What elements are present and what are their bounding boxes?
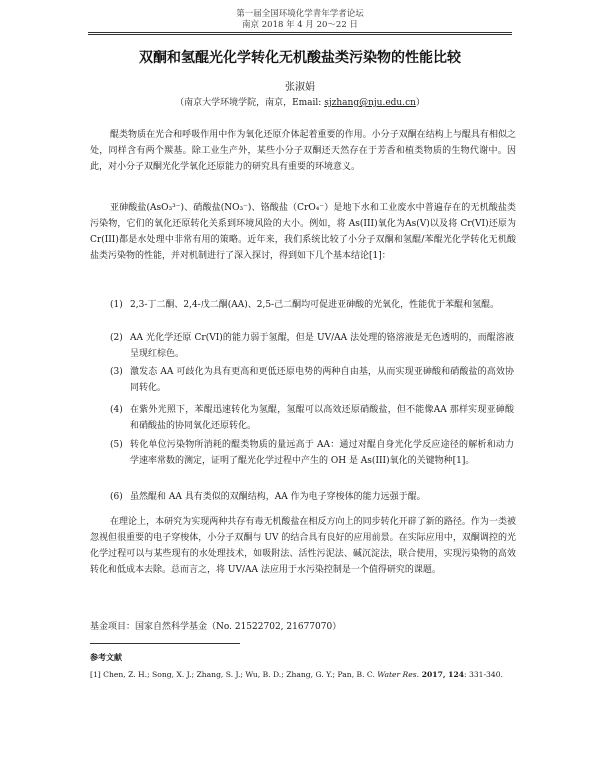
funding-line: 基金项目：国家自然科学基金（No. 21522702, 21677070）	[90, 622, 342, 632]
reference-journal: Water Res.	[377, 670, 420, 679]
conclusion-number: (4)	[110, 405, 123, 415]
reference-authors: [1] Chen, Z. H.; Song, X. J.; Zhang, S. J.; Wu, B. D.; Zhang, G. Y.; Pan, B. C.	[90, 670, 378, 679]
affiliation-suffix: ）	[415, 98, 425, 108]
conclusion-text: 虽然醌和 AA 具有类似的双酮结构，AA 作为电子穿梭体的能力远强于醌。	[130, 492, 426, 502]
conclusion-text: 在紫外光照下，苯醌迅速转化为氢醌，氢醌可以高效还原硝酸盐，但不能像AA 那样实现亚砷酸和硝酸盐的协同氧化还原转化。	[130, 405, 514, 431]
conference-header-line1: 第一届全国环境化学青年学者论坛	[236, 9, 364, 19]
reference-year-volume: 2017, 124	[419, 670, 465, 679]
author-name: 张淑娟	[285, 82, 315, 93]
affiliation	[0, 95, 600, 108]
conclusion-text: 转化单位污染物所消耗的醌类物质的量远高于 AA：通过对醌自身光化学反应途径的解析和动力学速率常数的测定，证明了醌光化学过程中产生的 OH 是 As(III)氧化的关键物种[1]。	[130, 440, 514, 466]
header-rule-second	[88, 34, 512, 35]
affiliation-prefix: （南京大学环境学院，南京，Email:	[175, 98, 325, 108]
header-rule	[88, 32, 512, 33]
body-paragraph-3: 在理论上，本研究为实现两种共存有毒无机酸盐在相反方向上的同步转化开辟了新的路径。作为一类被忽视但很重要的电子穿梭体，小分子双酮与 UV 的结合具有良好的应用前景。在实际应用中，双酮调控的光化学过程可以与某些现有的水处理技术，如吸附法、活性污泥法、碱沉淀法，联合使用，实现污染物的高效转化和低成本去除。总而言之，将 UV/AA 法应用于水污染控制是一个值得研究的课题。	[90, 517, 516, 575]
email-link[interactable]: sjzhang@nju.edu.cn	[324, 98, 416, 108]
conference-header-line2: 南京 2018 年 4 月 20～22 日	[242, 20, 358, 30]
references-rule	[90, 643, 240, 644]
conclusion-number: (1)	[110, 300, 123, 310]
body-paragraph-1: 醌类物质在光合和呼吸作用中作为氧化还原介体起着重要的作用。小分子双酮在结构上与醌具有相似之处，同样含有两个羰基。除工业生产外，某些小分子双酮还天然存在于芳香和植类物质的生物代谢中。因此，对小分子双酮光化学氧化还原能力的研究具有重要的环境意义。	[90, 130, 516, 172]
body-paragraph-2: 亚砷酸盐(AsO₃³⁻)、硝酸盐(NO₃⁻)、铬酸盐（CrO₄⁻）是地下水和工业废水中普遍存在的无机酸盐类污染物，它们的氧化还原转化关系到环境风险的大小。例如，将 As(III)氧化为As(V)以及将 Cr(VI)还原为 Cr(III)都是水处理中非常有用的策略。近年来，我们系统比较了小分子双酮和氢醌/苯醌光化学转化无机酸盐类污染物的性能，并对机制进行了深入探讨，得到如下几个基本结论[1]：	[90, 203, 516, 261]
conclusion-number: (6)	[110, 492, 123, 502]
conclusion-number: (3)	[110, 367, 123, 377]
reference-pages: : 331-340.	[464, 670, 503, 679]
references-heading: 参考文献	[90, 652, 122, 662]
conclusion-number: (2)	[110, 333, 123, 343]
conclusion-text: 激发态 AA 可歧化为具有更高和更低还原电势的两种自由基，从而实现亚砷酸和硝酸盐的高效协同转化。	[130, 367, 514, 393]
paper-title: 双酮和氢醌光化学转化无机酸盐类污染物的性能比较	[139, 50, 461, 66]
conclusion-text: AA 光化学还原 Cr(VI)的能力弱于氢醌，但是 UV/AA 法处理的铬溶液是无色透明的，而醌溶液呈现红棕色。	[130, 333, 514, 359]
reference-item	[90, 669, 530, 680]
conclusion-number: (5)	[110, 440, 123, 450]
conclusion-text: 2,3-丁二酮、2,4-戊二酮(AA)、2,5-己二酮均可促进亚砷酸的光氧化，性能优于苯醌和氢醌。	[130, 300, 500, 310]
